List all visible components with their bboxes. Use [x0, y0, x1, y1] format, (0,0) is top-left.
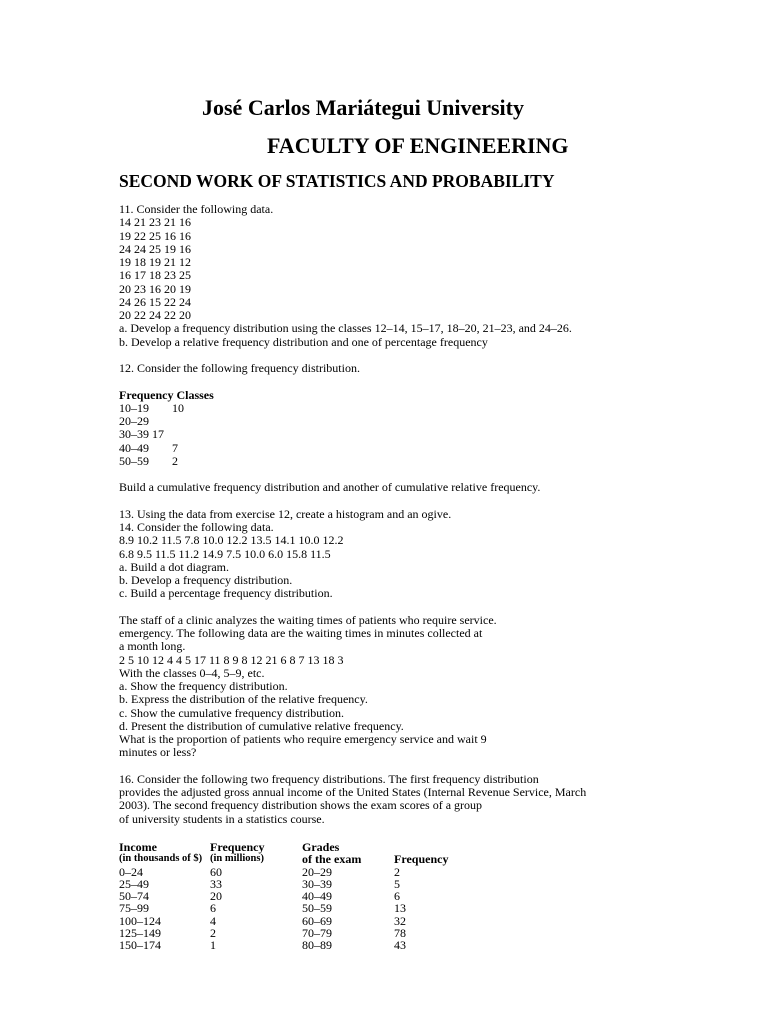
exercise-14-part-a: a. Build a dot diagram. [119, 559, 229, 574]
frequency-distribution-table [119, 841, 474, 951]
class-frequency: 2 [172, 453, 178, 468]
table-cell: 6 [394, 889, 400, 903]
document-body [119, 203, 739, 951]
table-cell: 13 [394, 901, 406, 916]
table-row [119, 927, 474, 939]
university-title: José Carlos Mariátegui University [202, 95, 524, 120]
class-range: 50–59 [119, 453, 149, 468]
class-frequency: 7 [172, 440, 178, 455]
data-row: 20 23 16 20 19 [119, 281, 191, 296]
data-row: 19 22 25 16 16 [119, 228, 191, 243]
exercise-14-part-b: b. Develop a frequency distribution. [119, 573, 293, 587]
class-row [119, 428, 739, 441]
table-cell: 50–59 [302, 901, 332, 916]
text-line: provides the adjusted gross annual income of the United States (Internal Revenue Service, March [119, 785, 587, 799]
text-line: The staff of a clinic analyzes the waiting times of patients who require service. [119, 612, 497, 627]
table-row [119, 866, 474, 878]
subheader-frequency: Frequency [394, 852, 449, 867]
table-cell: 1 [210, 938, 216, 952]
table-cell: 75–99 [119, 901, 149, 916]
data-row: 24 26 15 22 24 [119, 294, 191, 309]
class-range: 20–29 [119, 414, 149, 428]
table-cell: 125–149 [119, 925, 161, 940]
table-cell: 150–174 [119, 938, 161, 952]
table-cell: 6 [210, 901, 216, 916]
table-cell: 20 [210, 889, 222, 903]
exercise-16 [119, 773, 739, 952]
frequency-classes-heading: Frequency Classes [119, 387, 214, 402]
exercise-11 [119, 203, 739, 349]
header-income: Income [119, 840, 157, 854]
data-row: 6.8 9.5 11.5 11.2 14.9 7.5 10.0 6.0 15.8 11.5 [119, 546, 331, 561]
class-range: 10–19 [119, 400, 149, 415]
text-line: of university students in a statistics course. [119, 811, 325, 826]
subheader-income-unit: (in thousands of $) [119, 853, 203, 865]
header-frequency: Frequency [210, 840, 265, 854]
text-line: a. Show the frequency distribution. [119, 679, 288, 693]
table-row [119, 902, 474, 914]
text-line: c. Show the cumulative frequency distribution. [119, 705, 344, 720]
class-frequency: 10 [172, 400, 184, 415]
subheader-grades: of the exam [302, 852, 362, 867]
text-line: emergency. The following data are the waiting times in minutes collected at [119, 626, 483, 640]
exercise-11-part-b: b. Develop a relative frequency distribution and one of percentage frequency [119, 334, 488, 349]
class-range: 30–39 17 [119, 427, 164, 442]
faculty-title: FACULTY OF ENGINEERING [267, 133, 569, 158]
table-cell: 60–69 [302, 913, 332, 928]
table-cell: 40–49 [302, 889, 332, 903]
data-row: 20 22 24 22 20 [119, 308, 191, 322]
exercise-12-intro: 12. Consider the following frequency distribution. [119, 361, 360, 375]
class-range: 40–49 [119, 440, 149, 455]
table-cell: 100–124 [119, 913, 161, 928]
text-line: What is the proportion of patients who require emergency service and wait 9 [119, 732, 487, 746]
exercise-11-part-a: a. Develop a frequency distribution using the classes 12–14, 15–17, 18–20, 21–23, and 24–26. [119, 321, 572, 336]
header-grades: Grades [302, 840, 340, 854]
table-cell: 0–24 [119, 864, 143, 879]
class-row [119, 442, 739, 455]
table-cell: 20–29 [302, 864, 332, 879]
table-row [119, 878, 474, 890]
data-row: 19 18 19 21 12 [119, 255, 191, 269]
table-cell: 30–39 [302, 876, 332, 891]
data-row: 16 17 18 23 25 [119, 268, 191, 283]
text-line: With the classes 0–4, 5–9, etc. [119, 665, 265, 680]
subheader-frequency-unit: (in millions) [210, 853, 264, 865]
table-cell: 2 [210, 925, 216, 940]
exercise-14 [119, 521, 739, 601]
data-row: 2 5 10 12 4 4 5 17 11 8 9 8 12 21 6 8 7 13 18 3 [119, 652, 344, 667]
table-cell: 60 [210, 864, 222, 879]
table-cell: 50–74 [119, 889, 149, 903]
data-row: 24 24 25 19 16 [119, 241, 191, 256]
table-subheader-row [119, 853, 474, 865]
table-cell: 43 [394, 938, 406, 952]
data-row: 14 21 23 21 16 [119, 215, 191, 230]
table-cell: 25–49 [119, 876, 149, 891]
data-row: 8.9 10.2 11.5 7.8 10.0 12.2 13.5 14.1 10.0 12.2 [119, 533, 344, 548]
text-line: a month long. [119, 639, 186, 654]
table-cell: 4 [210, 913, 216, 928]
table-cell: 5 [394, 876, 400, 891]
table-row [119, 915, 474, 927]
table-cell: 33 [210, 876, 222, 891]
class-row [119, 455, 739, 468]
exercise-14-intro: 14. Consider the following data. [119, 520, 274, 534]
table-row [119, 890, 474, 902]
table-cell: 2 [394, 864, 400, 879]
exercise-13: 13. Using the data from exercise 12, create a histogram and an ogive. [119, 506, 452, 521]
text-line: b. Express the distribution of the relative frequency. [119, 692, 368, 707]
work-title: SECOND WORK OF STATISTICS AND PROBABILITY [119, 171, 555, 191]
text-line: 16. Consider the following two frequency distributions. The first frequency distribution [119, 771, 539, 786]
table-cell: 80–89 [302, 938, 332, 952]
exercise-12-task: Build a cumulative frequency distribution and another of cumulative relative frequency. [119, 480, 541, 495]
text-line: d. Present the distribution of cumulative relative frequency. [119, 718, 404, 733]
exercise-12 [119, 362, 739, 495]
exercise-11-intro: 11. Consider the following data. [119, 202, 274, 216]
text-line: 2003). The second frequency distribution shows the exam scores of a group [119, 798, 483, 813]
text-line: minutes or less? [119, 745, 197, 760]
class-row [119, 415, 739, 428]
class-row [119, 402, 739, 415]
table-cell: 78 [394, 925, 406, 940]
table-cell: 70–79 [302, 925, 332, 940]
table-cell: 32 [394, 913, 406, 928]
exercise-15 [119, 614, 739, 760]
exercise-14-part-c: c. Build a percentage frequency distribution. [119, 586, 333, 601]
table-row [119, 939, 474, 951]
